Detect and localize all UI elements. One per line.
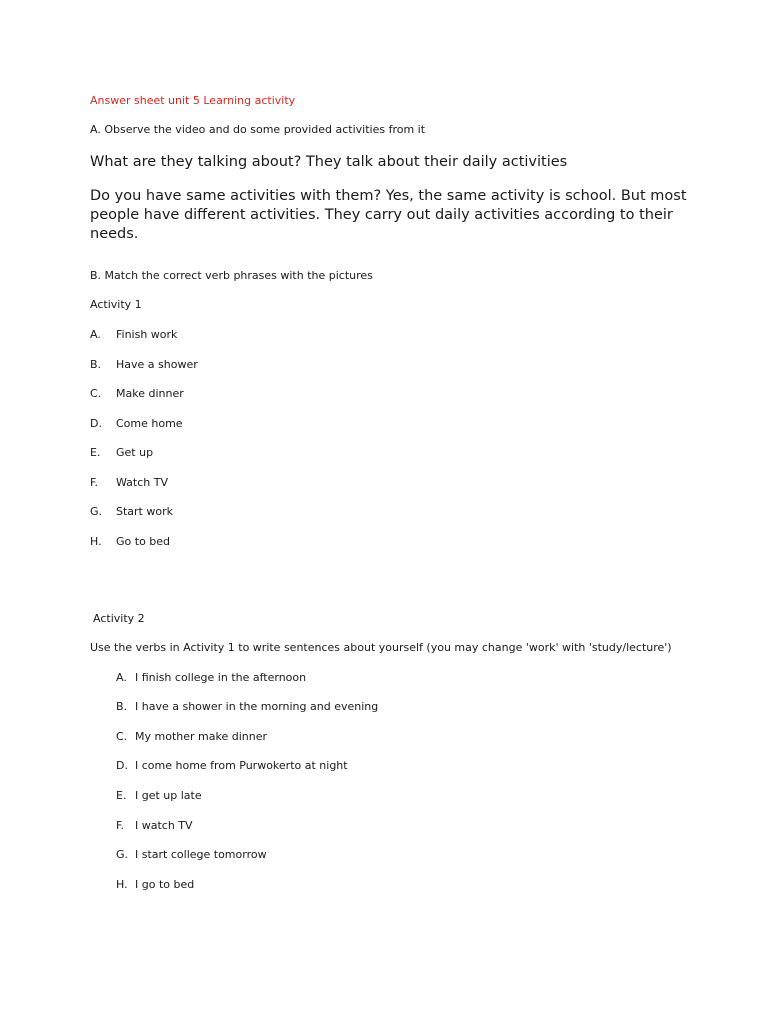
list-item-text: I have a shower in the morning and evening	[135, 700, 379, 713]
list-item-letter: C.	[116, 730, 128, 743]
list-item-letter: A.	[90, 328, 101, 341]
list-item-letter: G.	[116, 848, 129, 861]
list-item-text: Make dinner	[116, 387, 184, 400]
list-item-letter: D.	[116, 759, 128, 772]
list-item-text: Finish work	[116, 328, 178, 341]
list-item-text: I come home from Purwokerto at night	[135, 759, 348, 772]
list-item-text: My mother make dinner	[135, 730, 267, 743]
list-item-text: I finish college in the afternoon	[135, 671, 307, 684]
list-item-letter: E.	[116, 789, 127, 802]
list-item-letter: C.	[90, 387, 102, 400]
list-item-letter: B.	[116, 700, 128, 713]
list-item-text: I get up late	[135, 789, 202, 802]
list-item-text: I watch TV	[135, 819, 193, 832]
section-b-instruction: B. Match the correct verb phrases with the pictures	[90, 269, 373, 282]
list-item-letter: B.	[90, 358, 102, 371]
activity-2-title: Activity 2	[93, 612, 145, 625]
list-item-text: Have a shower	[116, 358, 198, 371]
list-item-text: Start work	[116, 505, 173, 518]
section-a-instruction: A. Observe the video and do some provided activities from it	[90, 123, 426, 136]
list-item-text: Come home	[116, 417, 183, 430]
list-item-letter: H.	[90, 535, 102, 548]
list-item-letter: G.	[90, 505, 103, 518]
section-a-question-1: What are they talking about? They talk about their daily activities	[90, 154, 568, 170]
activity-2-instruction: Use the verbs in Activity 1 to write sentences about yourself (you may change 'work' with 'study/lecture')	[90, 641, 672, 654]
list-item-text: I start college tomorrow	[135, 848, 267, 861]
activity-1-title: Activity 1	[90, 298, 142, 311]
list-item-text: Get up	[116, 446, 154, 459]
list-item-letter: D.	[90, 417, 102, 430]
list-item-text: I go to bed	[135, 878, 195, 891]
list-item-letter: A.	[116, 671, 127, 684]
section-a-question-2: Do you have same activities with them? Yes, the same activity is school. But most people have different activities. They carry out daily activities according to their needs.	[90, 188, 687, 242]
list-item-text: Go to bed	[116, 535, 171, 548]
list-item-letter: E.	[90, 446, 101, 459]
list-item-letter: F.	[90, 476, 99, 489]
list-item-text: Watch TV	[116, 476, 168, 489]
page-heading: Answer sheet unit 5 Learning activity	[90, 94, 296, 107]
list-item-letter: F.	[116, 819, 125, 832]
list-item-letter: H.	[116, 878, 128, 891]
